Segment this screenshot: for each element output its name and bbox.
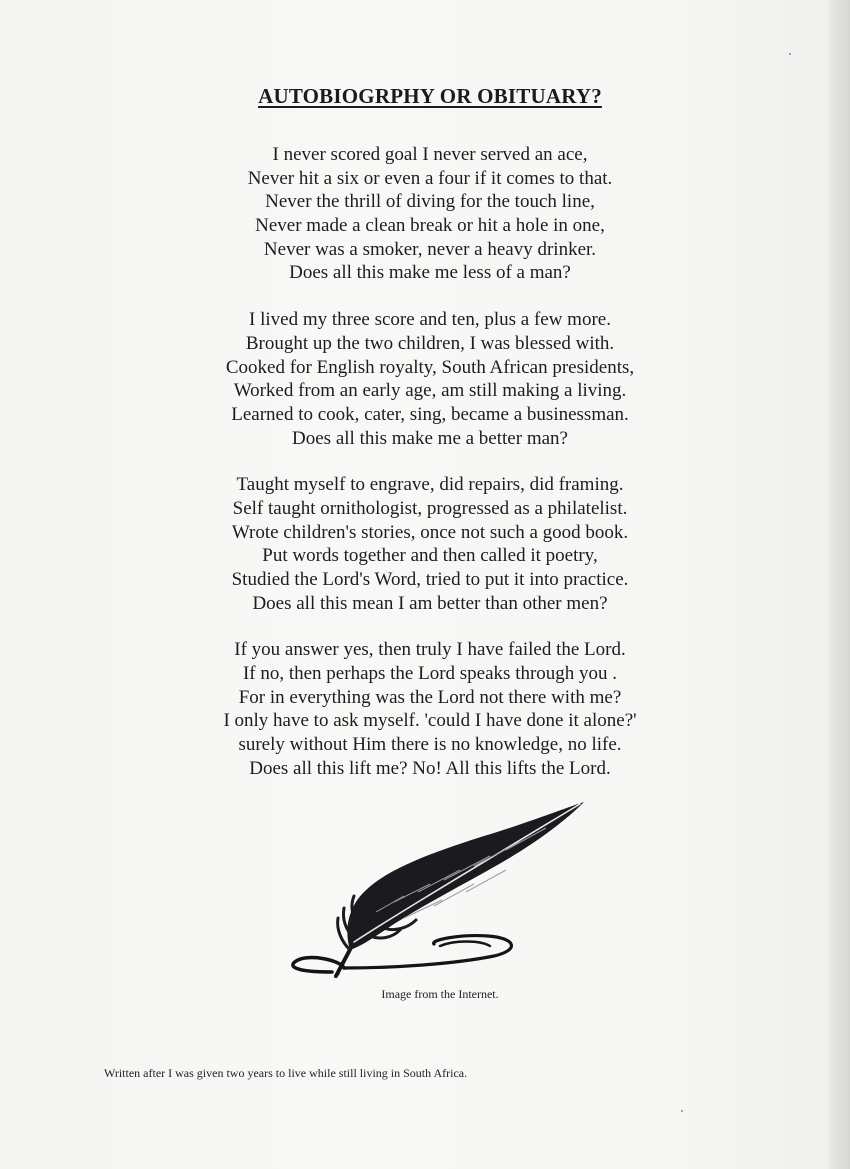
paper-speck (681, 1110, 683, 1112)
poem-title: AUTOBIOGRPHY OR OBITUARY? (258, 84, 602, 108)
poem-line: Never made a clean break or hit a hole in one, (255, 215, 605, 237)
poem-line: Does all this lift me? No! All this lifts the Lord. (249, 757, 611, 779)
footnote: Written after I was given two years to live while still living in South Africa. (104, 1066, 468, 1080)
poem-line: Does all this make me a better man? (292, 427, 568, 449)
poem-line: Worked from an early age, am still making a living. (233, 380, 627, 402)
poem-line: If no, then perhaps the Lord speaks through you . (242, 663, 618, 685)
poem-body (0, 143, 850, 804)
poem-line: surely without Him there is no knowledge, no life. (238, 734, 622, 756)
poem-line: Taught myself to engrave, did repairs, did framing. (236, 474, 624, 496)
quill-feather-icon (284, 800, 594, 982)
poem-line: Brought up the two children, I was blessed with. (245, 332, 615, 354)
poem-line: I never scored goal I never served an ace, (272, 144, 588, 165)
poem-line: If you answer yes, then truly I have failed the Lord. (234, 639, 626, 661)
poem-line: Does all this make me less of a man? (289, 262, 571, 284)
stanza-2 (0, 308, 850, 450)
poem-line: Does all this mean I am better than other men? (252, 592, 608, 614)
poem-line: Never was a smoker, never a heavy drinker. (263, 238, 597, 260)
poem-line: Self taught ornithologist, progressed as a philatelist. (232, 497, 628, 519)
poem-line: Learned to cook, cater, sing, became a businessman. (231, 403, 629, 425)
poem-line: Cooked for English royalty, South African presidents, (225, 356, 635, 378)
poem-line: Never the thrill of diving for the touch line, (265, 191, 595, 213)
poem-line: Never hit a six or even a four if it comes to that. (247, 167, 613, 189)
poem-line: For in everything was the Lord not there with me? (238, 686, 622, 708)
stanza-4 (0, 638, 850, 780)
poem-line: I lived my three score and ten, plus a few more. (249, 309, 611, 331)
poem-line: Put words together and then called it poetry, (262, 545, 598, 567)
poem-line: Wrote children's stories, once not such a good book. (231, 521, 629, 543)
stanza-3 (0, 473, 850, 615)
stanza-1 (0, 143, 850, 285)
paper-speck (789, 53, 791, 55)
poem-line: I only have to ask myself. 'could I have done it alone?' (223, 710, 637, 732)
poem-line: Studied the Lord's Word, tried to put it into practice. (231, 569, 629, 590)
image-caption: Image from the Internet. (381, 987, 499, 1001)
